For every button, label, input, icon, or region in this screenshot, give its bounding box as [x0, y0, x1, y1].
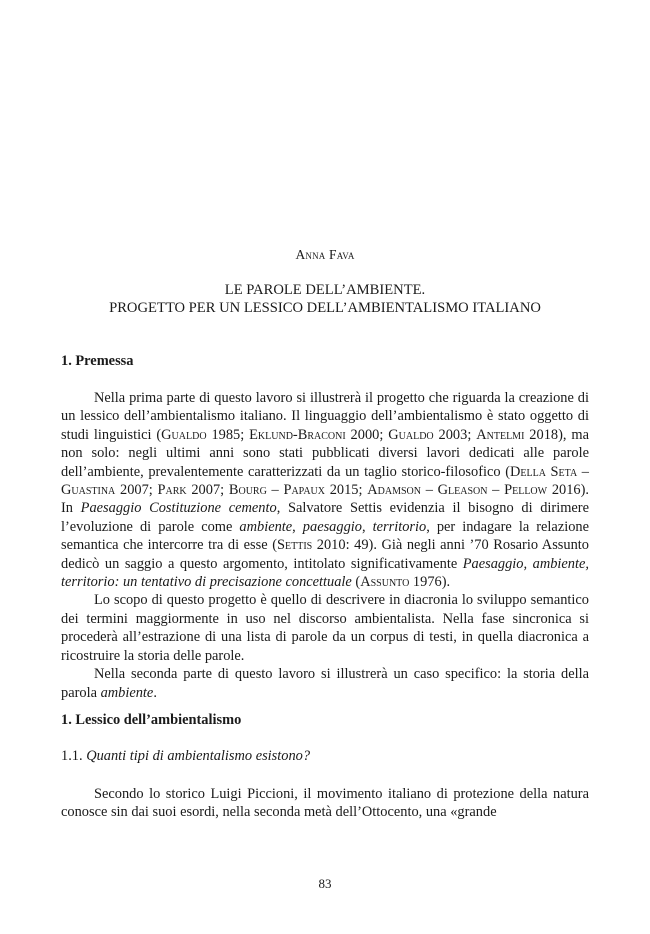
section-heading-premessa: 1. Premessa [61, 353, 134, 369]
citation: Antelmi [476, 426, 525, 443]
section-body-premessa [61, 389, 589, 702]
citation: Settis [276, 537, 313, 554]
citation: Gualdo [161, 426, 207, 443]
citation: Gualdo [388, 426, 434, 443]
paragraph-4: Secondo lo storico Luigi Piccioni, il movimento italiano di protezione della natura conosce sin dai suoi esordi, nella seconda metà dell’Ottocento, una «grande [61, 786, 589, 821]
citation: Eklund-Braconi [249, 426, 346, 443]
subsection-title: Quanti tipi di ambientalismo esistono? [86, 748, 311, 764]
title-line-2: PROGETTO PER UN LESSICO DELL’AMBIENTALISMO ITALIANO [109, 300, 541, 316]
article-title [0, 281, 650, 317]
subsection-heading [61, 748, 310, 765]
term: paesaggio [302, 518, 362, 535]
section-body-lessico [61, 785, 589, 822]
section-heading-lessico: 1. Lessico dell’ambientalismo [61, 712, 242, 728]
subsection-number: 1.1. [61, 748, 83, 764]
page-number: 83 [318, 876, 332, 891]
citation: Bourg – Papaux [228, 482, 325, 499]
book-title: Paesaggio, ambiente, territorio: un tentativo di precisazione concettuale [61, 555, 589, 591]
author-name: Anna Fava [295, 247, 355, 262]
term: ambiente [100, 684, 154, 701]
term: territorio [372, 518, 427, 535]
citation: Park [157, 482, 187, 499]
title-line-1: LE PAROLE DELL’AMBIENTE. [224, 282, 426, 298]
book-title: Paesaggio Costituzione cemento [80, 500, 277, 517]
citation: Assunto [360, 574, 410, 591]
paragraph-3: Nella seconda parte di questo lavoro si illustrerà un caso specifico: la storia della parola ambiente. [61, 666, 589, 701]
paragraph-1: Nella prima parte di questo lavoro si illustrerà il progetto che riguarda la creazione di un lessico dell’ambientalismo italiano. Il linguaggio dell’ambientalismo è stato oggetto di studi linguistici (Gualdo 1985; Eklund-Braconi 2000; Gualdo 2003; Antelmi 2018), ma non solo: negli ultimi anni sono stati pubblicati diversi lavori dedicati alle parole dell’ambiente, prevalentemente caratterizzati da un taglio storico-filosofico (Della Seta – Guastina 2007; Park 2007; Bourg – Papaux 2015; Adamson – Gleason – Pellow 2016). In Paesaggio Costituzione cemento, Salvatore Settis evidenzia il bisogno di dirimere l’evoluzione di parole come ambiente, paesaggio, territorio, per indagare la relazione semantica che intercorre tra di esse (Settis 2010: 49). Già negli anni ’70 Rosario Assunto dedicò un saggio a questo argomento, intitolato significativamente Paesaggio, ambiente, territorio: un tentativo di precisazione concettuale (Assunto 1976). [61, 390, 589, 591]
paragraph-2: Lo scopo di questo progetto è quello di descrivere in diacronia lo sviluppo semantico dei termini maggiormente in uso nel discorso ambientalista. Nella fase sincronica si procederà all’estrazione di una lista di parole da un corpus di testi, in quella diacronica a ricostruire la storia delle parole. [61, 592, 589, 664]
citation: Della Seta – Guastina [61, 463, 589, 499]
citation: Adamson – Gleason – Pellow [367, 482, 548, 499]
term: ambiente [239, 518, 293, 535]
